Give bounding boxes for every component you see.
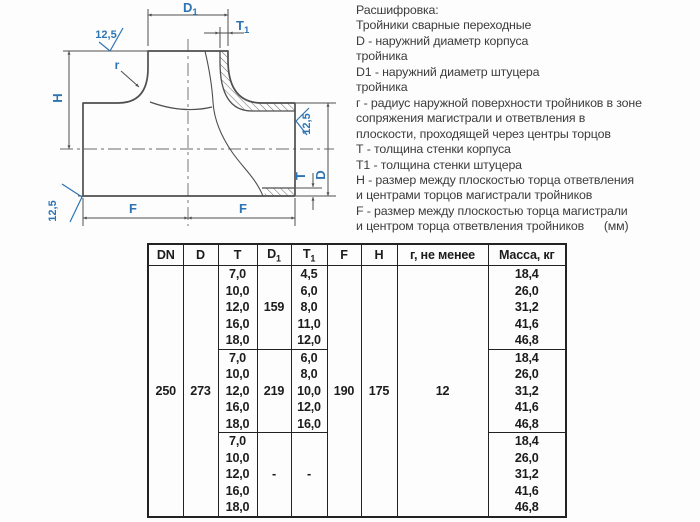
cell-t1: 6,0 bbox=[291, 283, 327, 300]
legend-line: г - радиус наружной поверхности тройников в зоне bbox=[356, 95, 642, 110]
cell-mass: 31,2 bbox=[488, 466, 566, 483]
legend-line: тройника bbox=[356, 80, 408, 95]
tee-outline bbox=[83, 51, 295, 196]
cell-t: 16,0 bbox=[218, 399, 257, 416]
cell-t: 10,0 bbox=[218, 366, 257, 383]
cell-h: 175 bbox=[361, 266, 397, 517]
cell-t: 16,0 bbox=[218, 316, 257, 333]
label-roughness-top: 12,5 bbox=[95, 29, 117, 41]
label-d1: $D_1$ bbox=[183, 0, 198, 18]
label-t: T bbox=[293, 172, 308, 180]
cell-mass: 18,4 bbox=[488, 266, 566, 283]
cell-t: 12,0 bbox=[218, 299, 257, 316]
cell-t1: 6,0 bbox=[291, 349, 327, 366]
cell-t: 10,0 bbox=[218, 450, 257, 467]
cell-mass: 46,8 bbox=[488, 499, 566, 517]
tee-technical-drawing bbox=[0, 0, 345, 240]
cell-t: 18,0 bbox=[218, 499, 257, 517]
cell-mass: 41,6 bbox=[488, 399, 566, 416]
cell-t1: 8,0 bbox=[291, 299, 327, 316]
legend-line: Тройники сварные переходные bbox=[356, 18, 532, 33]
cell-mass: 18,4 bbox=[488, 349, 566, 366]
radius-leader bbox=[121, 71, 139, 87]
cell-t1: 10,0 bbox=[291, 383, 327, 400]
cell-t: 18,0 bbox=[218, 416, 257, 433]
col-header-dn: DN bbox=[148, 244, 183, 266]
col-header-h: H bbox=[361, 244, 397, 266]
cell-t1: 8,0 bbox=[291, 366, 327, 383]
cell-t: 7,0 bbox=[218, 433, 257, 450]
cell-t: 18,0 bbox=[218, 332, 257, 349]
cell-t1: 4,5 bbox=[291, 266, 327, 283]
cell-mass: 18,4 bbox=[488, 433, 566, 450]
label-h: H bbox=[50, 93, 65, 103]
legend-line: Т1 - толщина стенки штуцера bbox=[356, 157, 522, 172]
legend-line: и центром торца ответвления тройников (мм) bbox=[356, 219, 629, 234]
section-break-line bbox=[205, 51, 263, 196]
cell-d1: 159 bbox=[257, 266, 291, 350]
cell-mass: 41,6 bbox=[488, 316, 566, 333]
cell-d1: 219 bbox=[257, 349, 291, 433]
cell-t1: 11,0 bbox=[291, 316, 327, 333]
cell-t: 7,0 bbox=[218, 266, 257, 283]
label-f-right: F bbox=[239, 201, 247, 216]
cell-d: 273 bbox=[183, 266, 218, 517]
col-header-d: D bbox=[183, 244, 218, 266]
cell-mass: 26,0 bbox=[488, 283, 566, 300]
cell-t: 16,0 bbox=[218, 483, 257, 500]
cell-dn: 250 bbox=[148, 266, 183, 517]
cell-mass: 46,8 bbox=[488, 416, 566, 433]
table-row bbox=[148, 266, 566, 283]
cell-t1: - bbox=[291, 433, 327, 517]
col-header-t1: $T_1$ bbox=[291, 244, 327, 266]
cell-mass: 26,0 bbox=[488, 366, 566, 383]
cell-r-min: 12 bbox=[397, 266, 488, 517]
spec-table bbox=[147, 243, 567, 518]
legend-line: D - наружний диаметр корпуса bbox=[356, 33, 529, 48]
col-header-r: г, не менее bbox=[397, 244, 488, 266]
cell-mass: 46,8 bbox=[488, 332, 566, 349]
hatch-bottom-wall bbox=[262, 188, 295, 196]
legend-line: Н - размер между плоскостью торца ответвления bbox=[356, 172, 634, 187]
cell-d1: - bbox=[257, 433, 291, 517]
label-roughness-right: 12,5 bbox=[301, 113, 313, 135]
label-f-left: F bbox=[129, 201, 137, 216]
cell-mass: 41,6 bbox=[488, 483, 566, 500]
col-header-f: F bbox=[327, 244, 361, 266]
col-header-mass: Масса, кг bbox=[488, 244, 566, 266]
legend-line: F - размер между плоскостью торца магистрали bbox=[356, 203, 628, 218]
label-roughness-bottom: 12,5 bbox=[47, 200, 59, 222]
label-r: r bbox=[114, 58, 120, 72]
legend-line: и центрами торцов магистрали тройников bbox=[356, 188, 593, 203]
col-header-d1: $D_1$ bbox=[257, 244, 291, 266]
cell-t1: 16,0 bbox=[291, 416, 327, 433]
cell-t: 7,0 bbox=[218, 349, 257, 366]
legend bbox=[356, 3, 642, 235]
cell-mass: 31,2 bbox=[488, 299, 566, 316]
legend-line: тройника bbox=[356, 49, 408, 64]
legend-title: Расшифровка: bbox=[356, 3, 439, 17]
cell-t: 10,0 bbox=[218, 283, 257, 300]
legend-line: плоскости, проходящей через центры торцов bbox=[356, 126, 611, 141]
cell-t: 12,0 bbox=[218, 383, 257, 400]
legend-line: Т - толщина стенки корпуса bbox=[356, 142, 511, 157]
col-header-t: T bbox=[218, 244, 257, 266]
cell-t: 12,0 bbox=[218, 466, 257, 483]
saddle-arc bbox=[150, 102, 212, 110]
cell-mass: 26,0 bbox=[488, 450, 566, 467]
cell-f: 190 bbox=[327, 266, 361, 517]
cell-t1: 12,0 bbox=[291, 399, 327, 416]
roughness-mark-bottom bbox=[62, 184, 82, 222]
cell-mass: 31,2 bbox=[488, 383, 566, 400]
cell-t1: 12,0 bbox=[291, 332, 327, 349]
table-header-row bbox=[148, 244, 566, 266]
label-t1: $T_1$ bbox=[236, 18, 250, 36]
label-d: D bbox=[313, 170, 328, 180]
legend-line: D1 - наружний диаметр штуцера bbox=[356, 64, 540, 79]
legend-line: сопряжения магистрали и ответвления в bbox=[356, 111, 586, 126]
